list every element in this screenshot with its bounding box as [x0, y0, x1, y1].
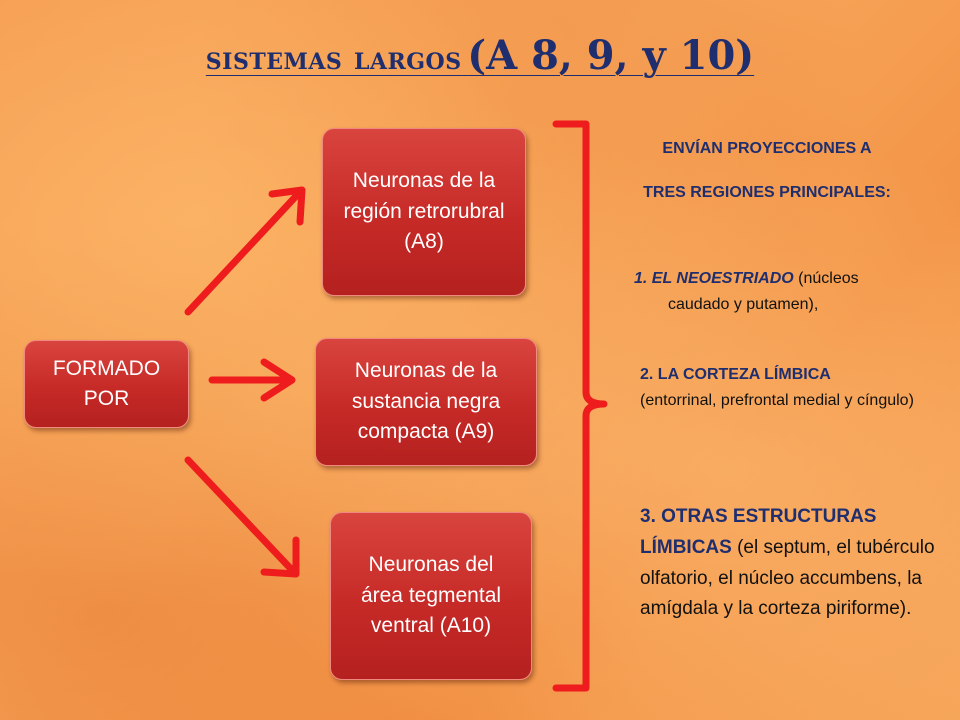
heading-line-1: ENVÍAN PROYECCIONES A	[662, 140, 872, 157]
item-2	[640, 362, 940, 413]
item-2-desc: (entorrinal, prefrontal medial y cíngulo)	[640, 391, 914, 409]
item-3-desc: (el septum, el tubérculo olfatorio, el núcleo accumbens, la amígdala y la corteza piriforme).	[640, 536, 935, 620]
title-main: sistemas largos	[205, 39, 462, 77]
item-1-desc: (núcleos	[793, 270, 859, 287]
grouping-brace	[556, 124, 604, 688]
box-a9: Neuronas de la sustancia negra compacta (A9)	[315, 338, 537, 466]
item-1	[620, 266, 940, 317]
item-3	[640, 502, 940, 625]
title-parens: (A 8, 9, y 10)	[467, 32, 755, 79]
item-3-title: 3. OTRAS ESTRUCTURAS LÍMBICAS	[640, 506, 877, 558]
arrow-to-a8	[188, 194, 298, 312]
arrow-to-a10	[188, 460, 292, 570]
heading-line-2: TRES REGIONES PRINCIPALES:	[643, 184, 891, 201]
item-2-title: 2. LA CORTEZA LÍMBICA	[640, 366, 831, 383]
box-formado-por: FORMADO POR	[24, 340, 189, 428]
box-a10: Neuronas del área tegmental ventral (A10)	[330, 512, 532, 680]
box-a8: Neuronas de la región retrorubral (A8)	[322, 128, 526, 296]
item-1-title: 1. EL NEOESTRIADO	[634, 270, 794, 287]
item-1-desc-line2: caudado y putamen),	[668, 295, 819, 313]
